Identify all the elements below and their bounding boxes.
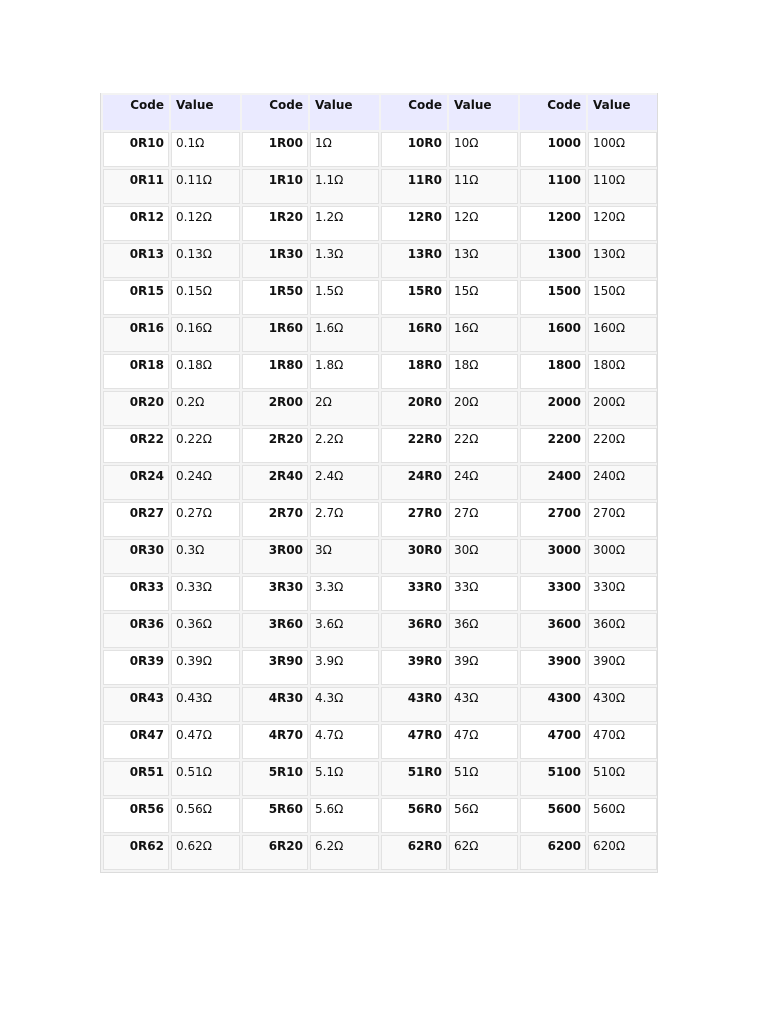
code-cell: 0R51 xyxy=(103,761,169,796)
header-row xyxy=(103,95,657,130)
value-cell: 330Ω xyxy=(588,576,657,611)
table-row xyxy=(103,391,657,426)
code-cell: 6R20 xyxy=(242,835,308,870)
code-cell: 0R22 xyxy=(103,428,169,463)
code-cell: 2400 xyxy=(520,465,586,500)
value-cell: 0.27Ω xyxy=(171,502,240,537)
value-cell: 1.3Ω xyxy=(310,243,379,278)
table-row xyxy=(103,428,657,463)
value-cell: 0.12Ω xyxy=(171,206,240,241)
code-cell: 5R10 xyxy=(242,761,308,796)
value-cell: 150Ω xyxy=(588,280,657,315)
code-cell: 5600 xyxy=(520,798,586,833)
code-cell: 13R0 xyxy=(381,243,447,278)
header-code: Code xyxy=(242,95,308,130)
table-row xyxy=(103,169,657,204)
table-row xyxy=(103,280,657,315)
code-cell: 0R13 xyxy=(103,243,169,278)
value-cell: 16Ω xyxy=(449,317,518,352)
code-cell: 10R0 xyxy=(381,132,447,167)
value-cell: 0.16Ω xyxy=(171,317,240,352)
code-cell: 24R0 xyxy=(381,465,447,500)
code-cell: 1R10 xyxy=(242,169,308,204)
code-cell: 5R60 xyxy=(242,798,308,833)
value-cell: 47Ω xyxy=(449,724,518,759)
value-cell: 3.3Ω xyxy=(310,576,379,611)
value-cell: 22Ω xyxy=(449,428,518,463)
table-row xyxy=(103,132,657,167)
code-cell: 30R0 xyxy=(381,539,447,574)
code-cell: 0R62 xyxy=(103,835,169,870)
resistor-code-table xyxy=(100,93,658,873)
table-row xyxy=(103,354,657,389)
value-cell: 0.24Ω xyxy=(171,465,240,500)
value-cell: 6.2Ω xyxy=(310,835,379,870)
code-cell: 0R36 xyxy=(103,613,169,648)
header-code: Code xyxy=(381,95,447,130)
code-cell: 62R0 xyxy=(381,835,447,870)
header-value: Value xyxy=(310,95,379,130)
table-row xyxy=(103,539,657,574)
value-cell: 220Ω xyxy=(588,428,657,463)
code-cell: 12R0 xyxy=(381,206,447,241)
header-value: Value xyxy=(171,95,240,130)
value-cell: 510Ω xyxy=(588,761,657,796)
value-cell: 15Ω xyxy=(449,280,518,315)
value-cell: 1Ω xyxy=(310,132,379,167)
code-cell: 0R15 xyxy=(103,280,169,315)
code-cell: 0R18 xyxy=(103,354,169,389)
value-cell: 43Ω xyxy=(449,687,518,722)
value-cell: 0.1Ω xyxy=(171,132,240,167)
code-cell: 3600 xyxy=(520,613,586,648)
table-row xyxy=(103,613,657,648)
code-cell: 11R0 xyxy=(381,169,447,204)
code-cell: 3R60 xyxy=(242,613,308,648)
value-cell: 20Ω xyxy=(449,391,518,426)
value-cell: 5.6Ω xyxy=(310,798,379,833)
code-cell: 15R0 xyxy=(381,280,447,315)
value-cell: 240Ω xyxy=(588,465,657,500)
value-cell: 3.9Ω xyxy=(310,650,379,685)
value-cell: 2.7Ω xyxy=(310,502,379,537)
code-cell: 0R43 xyxy=(103,687,169,722)
code-cell: 0R27 xyxy=(103,502,169,537)
code-cell: 20R0 xyxy=(381,391,447,426)
value-cell: 12Ω xyxy=(449,206,518,241)
value-cell: 56Ω xyxy=(449,798,518,833)
header-value: Value xyxy=(449,95,518,130)
value-cell: 30Ω xyxy=(449,539,518,574)
value-cell: 560Ω xyxy=(588,798,657,833)
table-row xyxy=(103,502,657,537)
value-cell: 24Ω xyxy=(449,465,518,500)
value-cell: 33Ω xyxy=(449,576,518,611)
code-cell: 1600 xyxy=(520,317,586,352)
value-cell: 3.6Ω xyxy=(310,613,379,648)
code-cell: 4R70 xyxy=(242,724,308,759)
code-cell: 0R20 xyxy=(103,391,169,426)
code-cell: 27R0 xyxy=(381,502,447,537)
code-cell: 47R0 xyxy=(381,724,447,759)
value-cell: 2Ω xyxy=(310,391,379,426)
value-cell: 0.51Ω xyxy=(171,761,240,796)
value-cell: 110Ω xyxy=(588,169,657,204)
value-cell: 180Ω xyxy=(588,354,657,389)
value-cell: 1.2Ω xyxy=(310,206,379,241)
table-row xyxy=(103,835,657,870)
code-cell: 1R00 xyxy=(242,132,308,167)
value-cell: 0.3Ω xyxy=(171,539,240,574)
table-row xyxy=(103,687,657,722)
code-cell: 3R30 xyxy=(242,576,308,611)
code-cell: 0R24 xyxy=(103,465,169,500)
value-cell: 390Ω xyxy=(588,650,657,685)
code-cell: 3R90 xyxy=(242,650,308,685)
value-cell: 4.7Ω xyxy=(310,724,379,759)
value-cell: 0.15Ω xyxy=(171,280,240,315)
value-cell: 0.2Ω xyxy=(171,391,240,426)
code-cell: 3R00 xyxy=(242,539,308,574)
code-cell: 2700 xyxy=(520,502,586,537)
code-cell: 1R50 xyxy=(242,280,308,315)
code-cell: 3900 xyxy=(520,650,586,685)
table-row xyxy=(103,206,657,241)
value-cell: 27Ω xyxy=(449,502,518,537)
code-cell: 3000 xyxy=(520,539,586,574)
value-cell: 3Ω xyxy=(310,539,379,574)
code-cell: 1800 xyxy=(520,354,586,389)
value-cell: 62Ω xyxy=(449,835,518,870)
value-cell: 0.43Ω xyxy=(171,687,240,722)
value-cell: 1.6Ω xyxy=(310,317,379,352)
code-cell: 1R60 xyxy=(242,317,308,352)
code-cell: 5100 xyxy=(520,761,586,796)
value-cell: 0.13Ω xyxy=(171,243,240,278)
code-cell: 2000 xyxy=(520,391,586,426)
value-cell: 360Ω xyxy=(588,613,657,648)
code-cell: 4300 xyxy=(520,687,586,722)
table-row xyxy=(103,761,657,796)
value-cell: 10Ω xyxy=(449,132,518,167)
value-cell: 39Ω xyxy=(449,650,518,685)
code-cell: 2R70 xyxy=(242,502,308,537)
value-cell: 4.3Ω xyxy=(310,687,379,722)
code-cell: 0R33 xyxy=(103,576,169,611)
code-cell: 39R0 xyxy=(381,650,447,685)
code-cell: 33R0 xyxy=(381,576,447,611)
code-cell: 1000 xyxy=(520,132,586,167)
code-cell: 2200 xyxy=(520,428,586,463)
value-cell: 160Ω xyxy=(588,317,657,352)
code-cell: 0R47 xyxy=(103,724,169,759)
code-cell: 16R0 xyxy=(381,317,447,352)
value-cell: 1.1Ω xyxy=(310,169,379,204)
table-row xyxy=(103,317,657,352)
code-cell: 6200 xyxy=(520,835,586,870)
code-cell: 56R0 xyxy=(381,798,447,833)
code-cell: 0R10 xyxy=(103,132,169,167)
value-cell: 0.39Ω xyxy=(171,650,240,685)
value-cell: 18Ω xyxy=(449,354,518,389)
value-cell: 100Ω xyxy=(588,132,657,167)
value-cell: 300Ω xyxy=(588,539,657,574)
code-cell: 0R11 xyxy=(103,169,169,204)
value-cell: 0.62Ω xyxy=(171,835,240,870)
value-cell: 2.2Ω xyxy=(310,428,379,463)
value-cell: 5.1Ω xyxy=(310,761,379,796)
table-row xyxy=(103,650,657,685)
value-cell: 0.22Ω xyxy=(171,428,240,463)
value-cell: 0.36Ω xyxy=(171,613,240,648)
code-cell: 0R39 xyxy=(103,650,169,685)
code-cell: 0R12 xyxy=(103,206,169,241)
table-row xyxy=(103,724,657,759)
code-cell: 1R30 xyxy=(242,243,308,278)
header-value: Value xyxy=(588,95,657,130)
table-row xyxy=(103,798,657,833)
value-cell: 0.56Ω xyxy=(171,798,240,833)
code-cell: 4700 xyxy=(520,724,586,759)
code-cell: 1100 xyxy=(520,169,586,204)
value-cell: 620Ω xyxy=(588,835,657,870)
value-cell: 0.11Ω xyxy=(171,169,240,204)
code-cell: 2R40 xyxy=(242,465,308,500)
value-cell: 0.33Ω xyxy=(171,576,240,611)
code-cell: 1500 xyxy=(520,280,586,315)
table-row xyxy=(103,465,657,500)
code-cell: 2R20 xyxy=(242,428,308,463)
header-code: Code xyxy=(520,95,586,130)
value-cell: 200Ω xyxy=(588,391,657,426)
table-row xyxy=(103,576,657,611)
value-cell: 0.47Ω xyxy=(171,724,240,759)
code-cell: 3300 xyxy=(520,576,586,611)
value-cell: 470Ω xyxy=(588,724,657,759)
value-cell: 270Ω xyxy=(588,502,657,537)
table-row xyxy=(103,243,657,278)
code-cell: 36R0 xyxy=(381,613,447,648)
code-value-table xyxy=(101,93,659,872)
value-cell: 51Ω xyxy=(449,761,518,796)
code-cell: 43R0 xyxy=(381,687,447,722)
code-cell: 0R30 xyxy=(103,539,169,574)
value-cell: 1.8Ω xyxy=(310,354,379,389)
value-cell: 36Ω xyxy=(449,613,518,648)
code-cell: 1R20 xyxy=(242,206,308,241)
code-cell: 22R0 xyxy=(381,428,447,463)
value-cell: 1.5Ω xyxy=(310,280,379,315)
value-cell: 120Ω xyxy=(588,206,657,241)
value-cell: 130Ω xyxy=(588,243,657,278)
value-cell: 430Ω xyxy=(588,687,657,722)
code-cell: 1200 xyxy=(520,206,586,241)
value-cell: 11Ω xyxy=(449,169,518,204)
value-cell: 2.4Ω xyxy=(310,465,379,500)
code-cell: 0R16 xyxy=(103,317,169,352)
code-cell: 0R56 xyxy=(103,798,169,833)
code-cell: 2R00 xyxy=(242,391,308,426)
code-cell: 4R30 xyxy=(242,687,308,722)
code-cell: 18R0 xyxy=(381,354,447,389)
code-cell: 51R0 xyxy=(381,761,447,796)
code-cell: 1300 xyxy=(520,243,586,278)
header-code: Code xyxy=(103,95,169,130)
value-cell: 0.18Ω xyxy=(171,354,240,389)
value-cell: 13Ω xyxy=(449,243,518,278)
code-cell: 1R80 xyxy=(242,354,308,389)
table-body xyxy=(103,132,657,870)
